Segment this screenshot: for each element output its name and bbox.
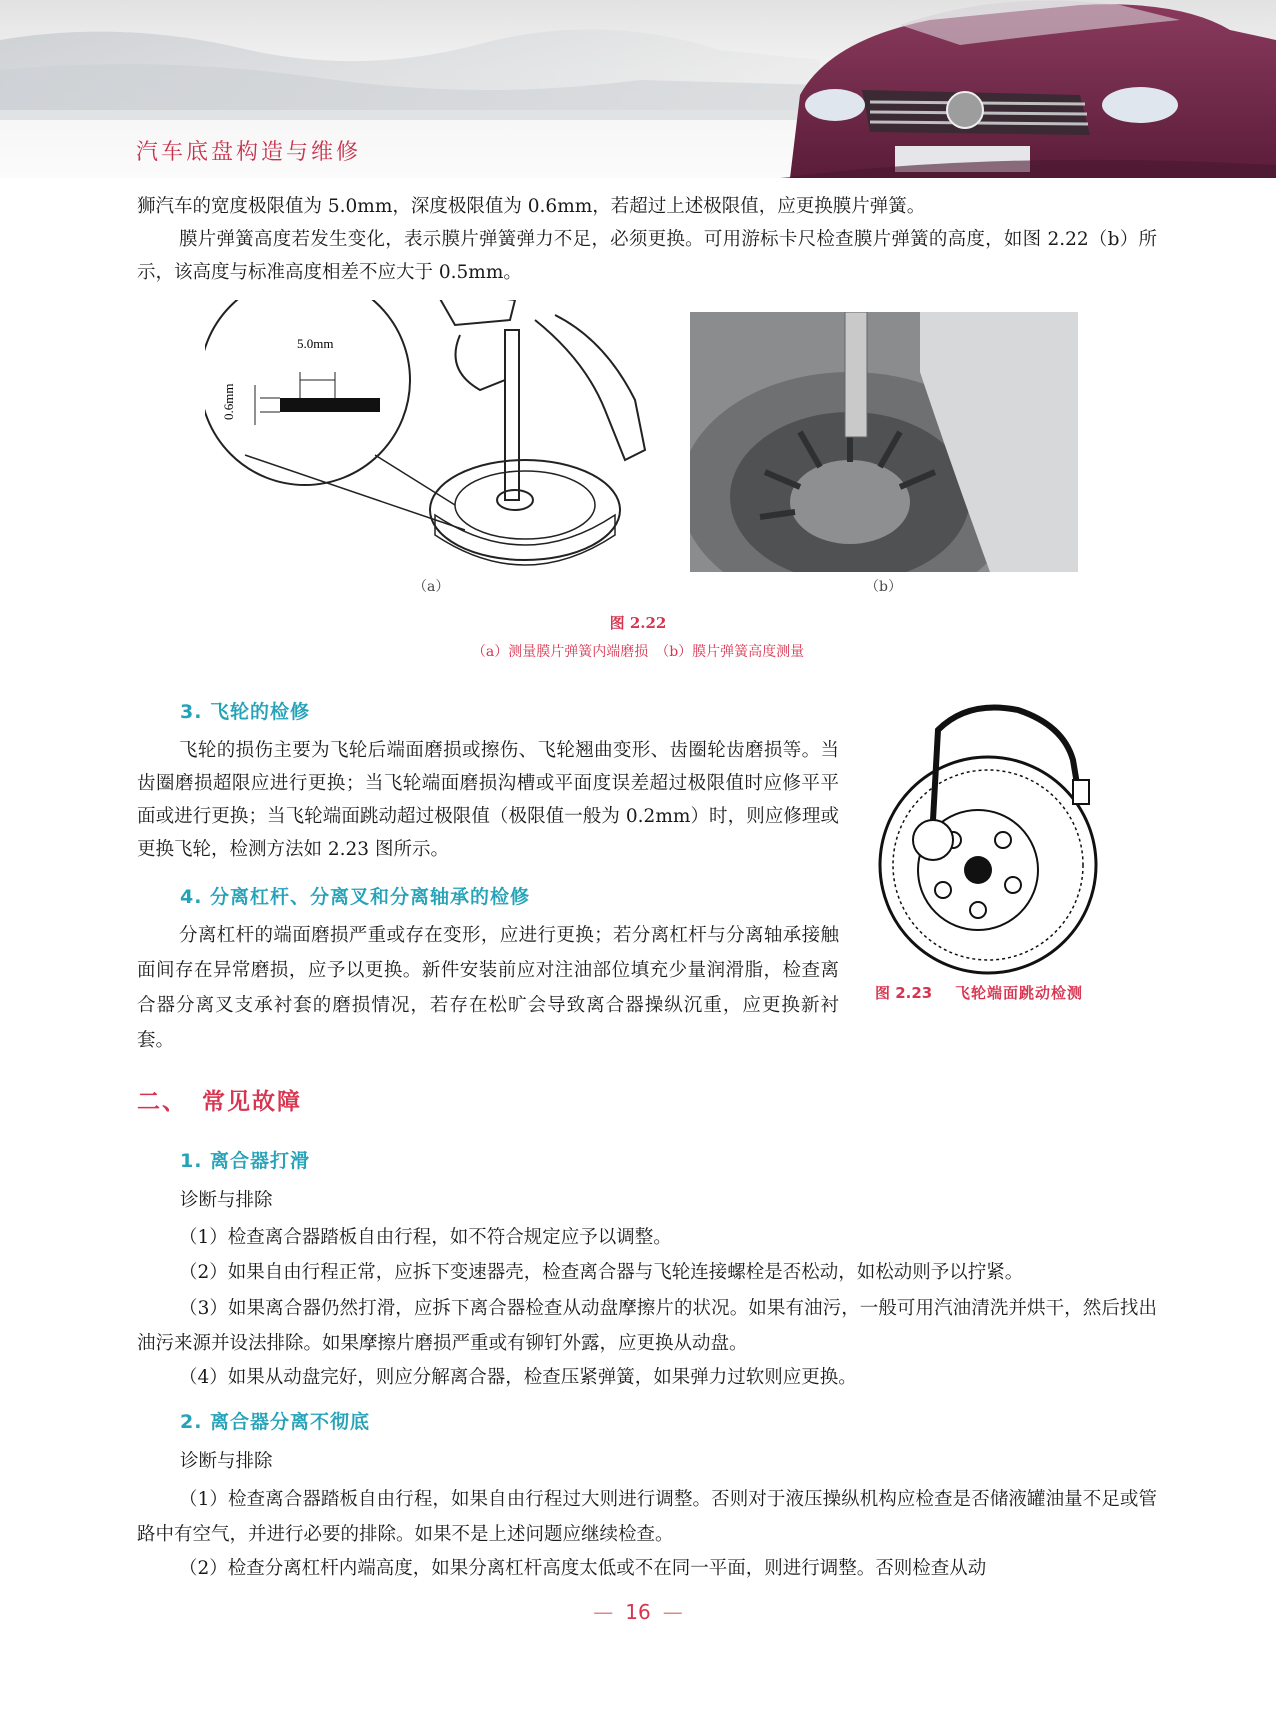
figure-label-a: （a）: [413, 579, 450, 595]
figure-2-23-caption: 飞轮端面跳动检测: [955, 984, 1084, 1002]
figure-2-22-caption: （a）测量膜片弹簧内端磨损 （b）膜片弹簧高度测量: [471, 644, 805, 660]
fault-1-item-1: （1）检查离合器踏板自由行程，如不符合规定应予以调整。: [179, 1227, 672, 1248]
section-2-number: 二、: [137, 1089, 187, 1115]
figure-2-23-number: 图 2.23: [875, 984, 933, 1002]
figure-2-22-number: 图 2.22: [609, 614, 667, 632]
fault-1-diag-label: 诊断与排除: [180, 1190, 273, 1211]
fault-1-item-4: （4）如果从动盘完好，则应分解离合器，检查压紧弹簧，如果弹力过软则应更换。: [179, 1367, 857, 1388]
figure-label-b: （b）: [865, 579, 902, 595]
heading-lever: 4. 分离杠杆、分离叉和分离轴承的检修: [180, 886, 531, 908]
running-title: 汽车底盘构造与维修: [136, 140, 362, 165]
depth-label: 0.6mm: [221, 383, 236, 420]
intro-line-2: 膜片弹簧高度若发生变化，表示膜片弹簧弹力不足，必须更换。可用游标卡尺检查膜片弹簧的高度，如图 2.22（b）所示，该高度与标准高度相差不应大于 0.5mm。: [137, 229, 1157, 283]
intro-line-1: 狮汽车的宽度极限值为 5.0mm，深度极限值为 0.6mm，若超过上述极限值，应更换膜片弹簧。: [137, 196, 926, 217]
page-header: [0, 0, 1276, 178]
section-2-title: 常见故障: [202, 1089, 302, 1115]
flywheel-text: 飞轮的损伤主要为飞轮后端面磨损或擦伤、飞轮翘曲变形、齿圈轮齿磨损等。当齿圈磨损超限应进行更换；当飞轮端面磨损沟槽或平面度误差超过极限值时应修平平面或进行更换；当飞轮端面跳动超过极限值（极限值一般为 0.2mm）时，则应修理或更换飞轮，检测方法如 2.23 图所示。: [137, 740, 839, 860]
heading-fault-1: 1. 离合器打滑: [180, 1150, 311, 1172]
width-label: 5.0mm: [297, 336, 334, 351]
figure-2-23-flywheel-illustration: [878, 700, 1118, 980]
heading-flywheel: 3. 飞轮的检修: [180, 701, 311, 723]
figure-2-22-b-photo: [690, 312, 1078, 572]
lever-text: 分离杠杆的端面磨损严重或存在变形，应进行更换；若分离杠杆与分离轴承接触面间存在异常磨损，应予以更换。新件安装前应对注油部位填充少量润滑脂，检查离合器分离叉支承衬套的磨损情况，若存在松旷会导致离合器操纵沉重，应更换新衬套。: [137, 925, 839, 1051]
fault-1-item-3: （3）如果离合器仍然打滑，应拆下离合器检查从动盘摩擦片的状况。如果有油污，一般可用汽油清洗并烘干，然后找出油污来源并设法排除。如果摩擦片磨损严重或有铆钉外露，应更换从动盘。: [137, 1298, 1157, 1354]
fault-2-diag-label: 诊断与排除: [180, 1451, 273, 1472]
fault-1-item-2: （2）如果自由行程正常，应拆下变速器壳，检查离合器与飞轮连接螺栓是否松动，如松动则予以拧紧。: [179, 1262, 1024, 1283]
fault-2-item-1: （1）检查离合器踏板自由行程，如果自由行程过大则进行调整。否则对于液压操纵机构应检查是否储液罐油量不足或管路中有空气，并进行必要的排除。如果不是上述问题应继续检查。: [137, 1489, 1157, 1545]
page-number-footer: — 16 —: [593, 1600, 683, 1624]
page-number: 16: [625, 1600, 651, 1624]
fault-2-item-2: （2）检查分离杠杆内端高度，如果分离杠杆高度太低或不在同一平面，则进行调整。否则检查从动: [179, 1558, 987, 1579]
heading-fault-2: 2. 离合器分离不彻底: [180, 1411, 371, 1433]
figure-2-22-a-illustration: [205, 300, 655, 590]
